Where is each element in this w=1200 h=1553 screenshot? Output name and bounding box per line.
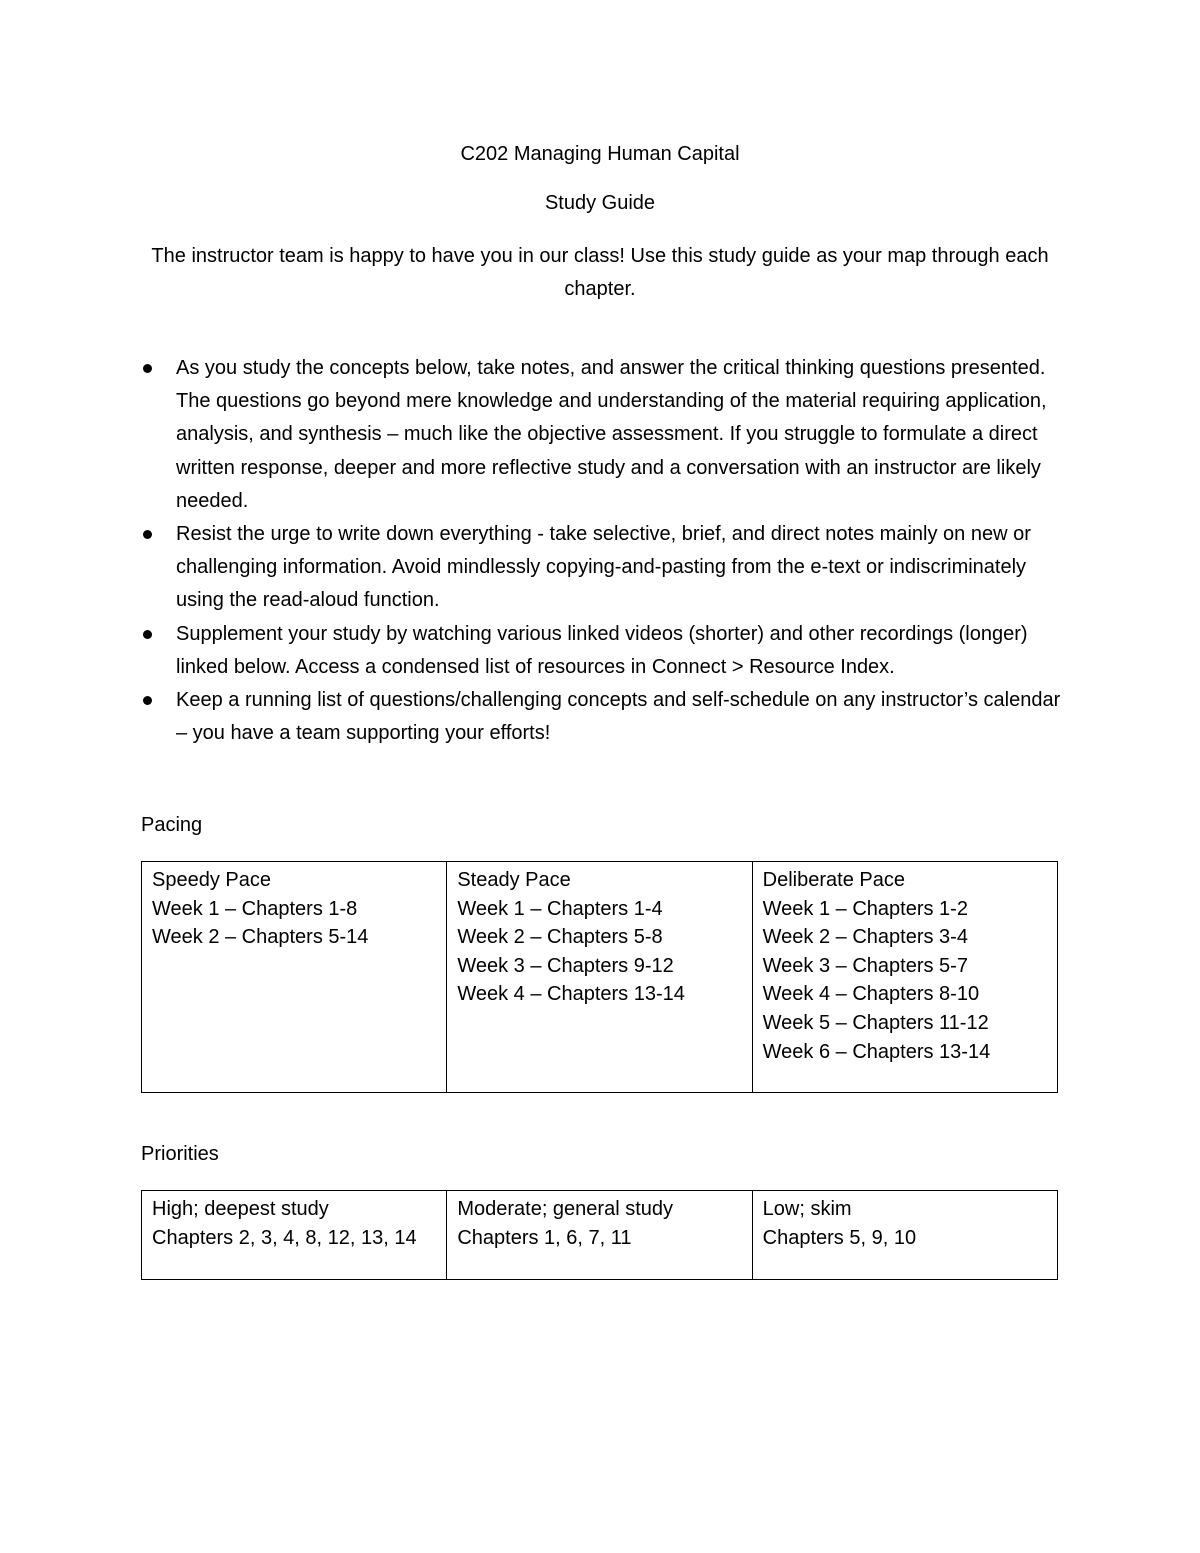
pacing-heading: Pacing xyxy=(141,814,203,836)
cell-heading: Deliberate Pace xyxy=(762,869,905,891)
cell-line: Chapters 5, 9, 10 xyxy=(762,1226,917,1249)
cell-heading: Steady Pace xyxy=(457,869,571,891)
list-item-text: As you study the concepts below, take notes, and answer the critical thinking questions presented. The questions go beyond mere knowledge and understanding of the material requiring application, analysis, and synthesis – much like the objective assessment. If you struggle to formulate a direct written response, deeper and more reflective study and a conversation with an instructor are likely needed. xyxy=(176,357,1047,512)
document-subtitle: Study Guide xyxy=(544,192,656,214)
cell-line: Week 2 – Chapters 5-8 xyxy=(457,926,663,949)
bullet-icon xyxy=(143,530,152,539)
priority-cell-low xyxy=(752,1191,1057,1280)
priorities-heading: Priorities xyxy=(141,1143,219,1165)
bullet-icon xyxy=(143,630,152,639)
pacing-cell-steady xyxy=(447,862,752,1093)
cell-heading: Moderate; general study xyxy=(457,1198,674,1220)
cell-heading: Speedy Pace xyxy=(152,869,271,891)
cell-line: Week 1 – Chapters 1-8 xyxy=(152,897,358,920)
bullet-icon xyxy=(143,364,152,373)
cell-line: Week 1 – Chapters 1-2 xyxy=(762,897,968,920)
priority-cell-moderate xyxy=(447,1191,752,1280)
cell-line: Week 6 – Chapters 13-14 xyxy=(762,1040,991,1063)
pacing-table xyxy=(141,861,1058,1093)
pacing-cell-speedy xyxy=(142,862,447,1093)
list-item-text: Supplement your study by watching various linked videos (shorter) and other recordings (longer) linked below. Access a condensed list of resources in Connect > Resource Index. xyxy=(176,622,1028,678)
table-row xyxy=(142,862,1058,1093)
intro-paragraph: The instructor team is happy to have you in our class! Use this study guide as your map through each chapter. xyxy=(151,245,1049,300)
list-item-text: Resist the urge to write down everything - take selective, brief, and direct notes mainly on new or challenging information. Avoid mindlessly copying-and-pasting from the e-text or indiscriminately using the read-aloud function. xyxy=(176,523,1031,612)
list-item xyxy=(141,684,1071,750)
table-row xyxy=(142,1191,1058,1280)
list-item-text: Keep a running list of questions/challenging concepts and self-schedule on any instructor’s calendar – you have a team supporting your efforts! xyxy=(176,689,1061,745)
cell-line: Chapters 1, 6, 7, 11 xyxy=(457,1226,632,1249)
list-item xyxy=(141,618,1071,684)
priorities-table xyxy=(141,1190,1058,1280)
cell-line: Chapters 2, 3, 4, 8, 12, 13, 14 xyxy=(152,1226,417,1249)
cell-line: Week 3 – Chapters 9-12 xyxy=(457,954,674,977)
cell-heading: Low; skim xyxy=(762,1198,852,1220)
cell-line: Week 5 – Chapters 11-12 xyxy=(762,1011,989,1034)
cell-line: Week 4 – Chapters 13-14 xyxy=(457,983,685,1006)
list-item xyxy=(141,518,1071,618)
pacing-cell-deliberate xyxy=(752,862,1057,1093)
document-title: C202 Managing Human Capital xyxy=(460,143,740,165)
cell-line: Week 2 – Chapters 5-14 xyxy=(152,926,369,949)
cell-line: Week 4 – Chapters 8-10 xyxy=(762,983,980,1006)
study-tips-list xyxy=(141,352,1071,750)
cell-line: Week 3 – Chapters 5-7 xyxy=(762,954,968,977)
list-item xyxy=(141,352,1071,518)
cell-line: Week 2 – Chapters 3-4 xyxy=(762,926,968,949)
bullet-icon xyxy=(143,696,152,705)
cell-heading: High; deepest study xyxy=(152,1198,329,1220)
cell-line: Week 1 – Chapters 1-4 xyxy=(457,897,663,920)
priority-cell-high xyxy=(142,1191,447,1280)
